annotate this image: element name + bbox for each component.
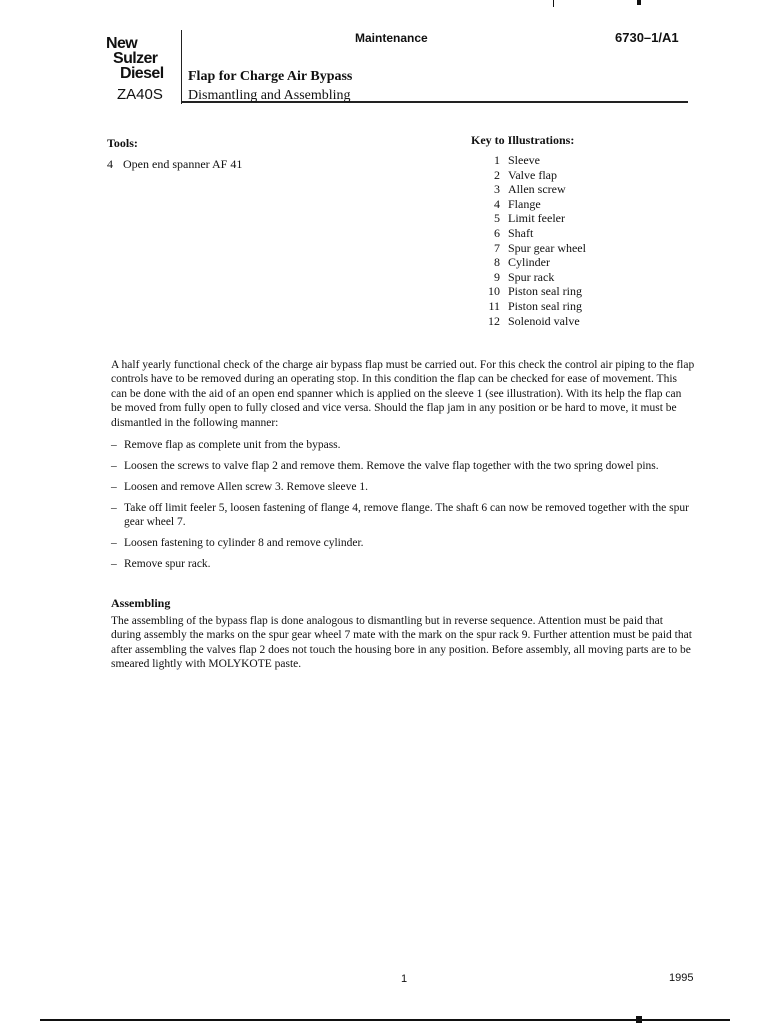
- step-item: – Take off limit feeler 5, loosen fastening of flange 4, remove flange. The shaft 6 can now be removed together with the spur gear wheel 7.: [111, 502, 689, 528]
- key-number: 3: [494, 182, 500, 197]
- key-number: 7: [494, 240, 500, 255]
- key-number: 12: [488, 313, 500, 328]
- step-text: Remove flap as complete unit from the bypass.: [124, 439, 341, 451]
- intro-paragraph: A half yearly functional check of the charge air bypass flap must be carried out. For this check the control air piping to the flap controls have to be removed during an operating stop. In this condition the flap can be checked for ease of movement. This can be done with the aid of an open end spanner which is applied on the sleeve 1 (see illustration). With its help the flap can be moved from fully open to fully closed and vice versa. Should the flap jam in any position or be hard to move, it must be dismantled in the following manner:: [111, 359, 695, 429]
- step-text: Loosen fastening to cylinder 8 and remove cylinder.: [124, 537, 364, 549]
- logo-line: Diesel: [120, 65, 164, 82]
- logo-line: New: [106, 35, 138, 52]
- key-item: [470, 255, 586, 270]
- key-number: 9: [494, 269, 500, 284]
- tool-name: Open end spanner AF 41: [123, 157, 243, 171]
- step-text: Take off limit feeler 5, loosen fastening of flange 4, remove flange. The shaft 6 can now be removed together with the spur gear wheel 7.: [124, 502, 689, 528]
- key-label: Valve flap: [508, 167, 557, 182]
- page-number: 1: [401, 973, 408, 985]
- document-title: Flap for Charge Air Bypass: [188, 69, 353, 84]
- key-label: Piston seal ring: [508, 298, 582, 313]
- key-label: Flange: [508, 196, 541, 211]
- step-text: Loosen and remove Allen screw 3. Remove sleeve 1.: [124, 481, 368, 493]
- key-item: [470, 153, 586, 168]
- step-item: – Remove flap as complete unit from the bypass.: [111, 439, 341, 451]
- key-item: [470, 241, 586, 256]
- assembling-paragraph: The assembling of the bypass flap is done analogous to dismantling but in reverse sequence. Attention must be paid that during assembly the marks on the spur gear wheel 7 mate with the mark on the spur rack 9. Further attention must be paid that after assembling the valves flap 2 does not touch the housing bore in any position. Before assembly, all moving parts are to be smeared lightly with MOLYKOTE paste.: [111, 615, 692, 671]
- step-item: – Loosen the screws to valve flap 2 and remove them. Remove the valve flap together with the two spring dowel pins.: [111, 460, 659, 472]
- key-label: Piston seal ring: [508, 284, 582, 299]
- key-item: [470, 314, 586, 329]
- step-text: Remove spur rack.: [124, 558, 211, 570]
- key-number: 6: [494, 225, 500, 240]
- footer-rule: [40, 1019, 730, 1021]
- key-label: Spur gear wheel: [508, 240, 586, 255]
- key-number: 4: [494, 196, 500, 211]
- step-item: – Loosen fastening to cylinder 8 and remove cylinder.: [111, 537, 364, 549]
- step-item: – Remove spur rack.: [111, 558, 211, 570]
- scan-mark: [637, 0, 641, 5]
- document-number: 6730–1/A1: [615, 30, 679, 45]
- key-item: [470, 197, 586, 212]
- section-label: Maintenance: [355, 31, 428, 45]
- engine-model: ZA40S: [117, 86, 163, 103]
- key-number: 8: [494, 255, 500, 270]
- tool-item: [107, 157, 242, 172]
- logo-line: Sulzer: [113, 50, 158, 67]
- tool-quantity: 4: [107, 157, 113, 171]
- key-number: 11: [488, 298, 500, 313]
- header-divider-vertical: [181, 30, 182, 104]
- key-number: 10: [488, 284, 500, 299]
- key-item: [470, 168, 586, 183]
- tools-heading: Tools:: [107, 136, 138, 150]
- key-number: 5: [494, 211, 500, 226]
- key-item: [470, 270, 586, 285]
- scan-mark: [553, 0, 554, 7]
- key-label: Allen screw: [508, 182, 566, 197]
- step-text: Loosen the screws to valve flap 2 and remove them. Remove the valve flap together with the two spring dowel pins.: [124, 460, 659, 472]
- key-item: [470, 182, 586, 197]
- key-label: Solenoid valve: [508, 313, 580, 328]
- key-heading: Key to Illustrations:: [471, 133, 575, 147]
- key-number: 2: [494, 167, 500, 182]
- key-list: [470, 153, 586, 328]
- document-subtitle: Dismantling and Assembling: [188, 88, 351, 103]
- scan-mark: [636, 1016, 642, 1023]
- key-label: Cylinder: [508, 255, 550, 270]
- key-label: Shaft: [508, 225, 534, 240]
- key-number: 1: [494, 153, 500, 167]
- key-item: [470, 299, 586, 314]
- key-label: Sleeve: [508, 153, 540, 167]
- key-item: [470, 211, 586, 226]
- key-label: Spur rack: [508, 269, 555, 284]
- key-label: Limit feeler: [508, 211, 565, 226]
- step-item: – Loosen and remove Allen screw 3. Remove sleeve 1.: [111, 481, 368, 493]
- publication-year: 1995: [669, 972, 694, 984]
- key-item: [470, 284, 586, 299]
- company-logo: [106, 36, 178, 81]
- key-item: [470, 226, 586, 241]
- dismantling-steps: [111, 438, 695, 571]
- assembling-heading: Assembling: [111, 596, 171, 610]
